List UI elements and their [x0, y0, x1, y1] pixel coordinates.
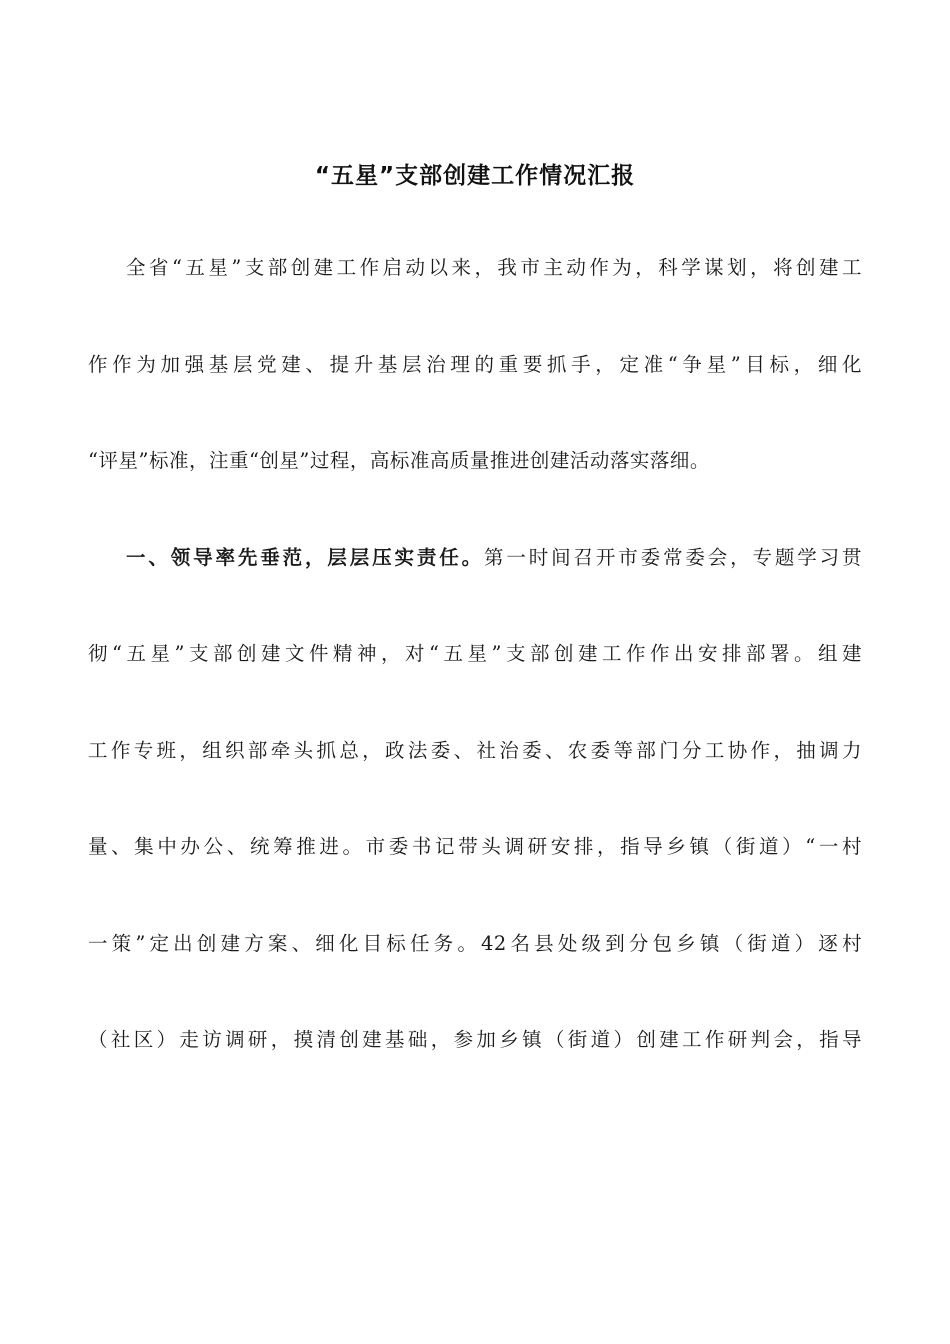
document-title: “五星”支部创建工作情况汇报: [314, 163, 636, 189]
intro-line: “评星”标准，注重“创星”过程，高标准高质量推进创建活动落实落细。: [88, 449, 710, 472]
section1-first-line: [88, 540, 862, 637]
section1-heading: 一、领导率先垂范，层层压实责任。: [126, 545, 484, 569]
intro-line: 作作为加强基层党建、提升基层治理的重要抓手，定准“争星”目标，细化: [88, 352, 862, 376]
section1-line: （社区）走访调研，摸清创建基础，参加乡镇（街道）创建工作研判会，指导: [88, 1028, 862, 1051]
section1-line: 量、集中办公、统筹推进。市委书记带头调研安排，指导乡镇（街道）“一村: [88, 835, 862, 858]
section1-line: 一策”定出创建方案、细化目标任务。42名县处级到分包乡镇（街道）逐村: [88, 931, 862, 955]
section1-line: 彻“五星”支部创建文件精神，对“五星”支部创建工作作出安排部署。组建: [88, 642, 862, 665]
section1-first-line-text: 第一时间召开市委常委会，专题学习贯: [484, 545, 862, 569]
intro-line: 全省“五星”支部创建工作启动以来，我市主动作为，科学谋划，将创建工: [126, 256, 862, 279]
document-body: [88, 250, 862, 1119]
section1-line: 工作专班，组织部牵头抓总，政法委、社治委、农委等部门分工协作，抽调力: [88, 738, 862, 762]
